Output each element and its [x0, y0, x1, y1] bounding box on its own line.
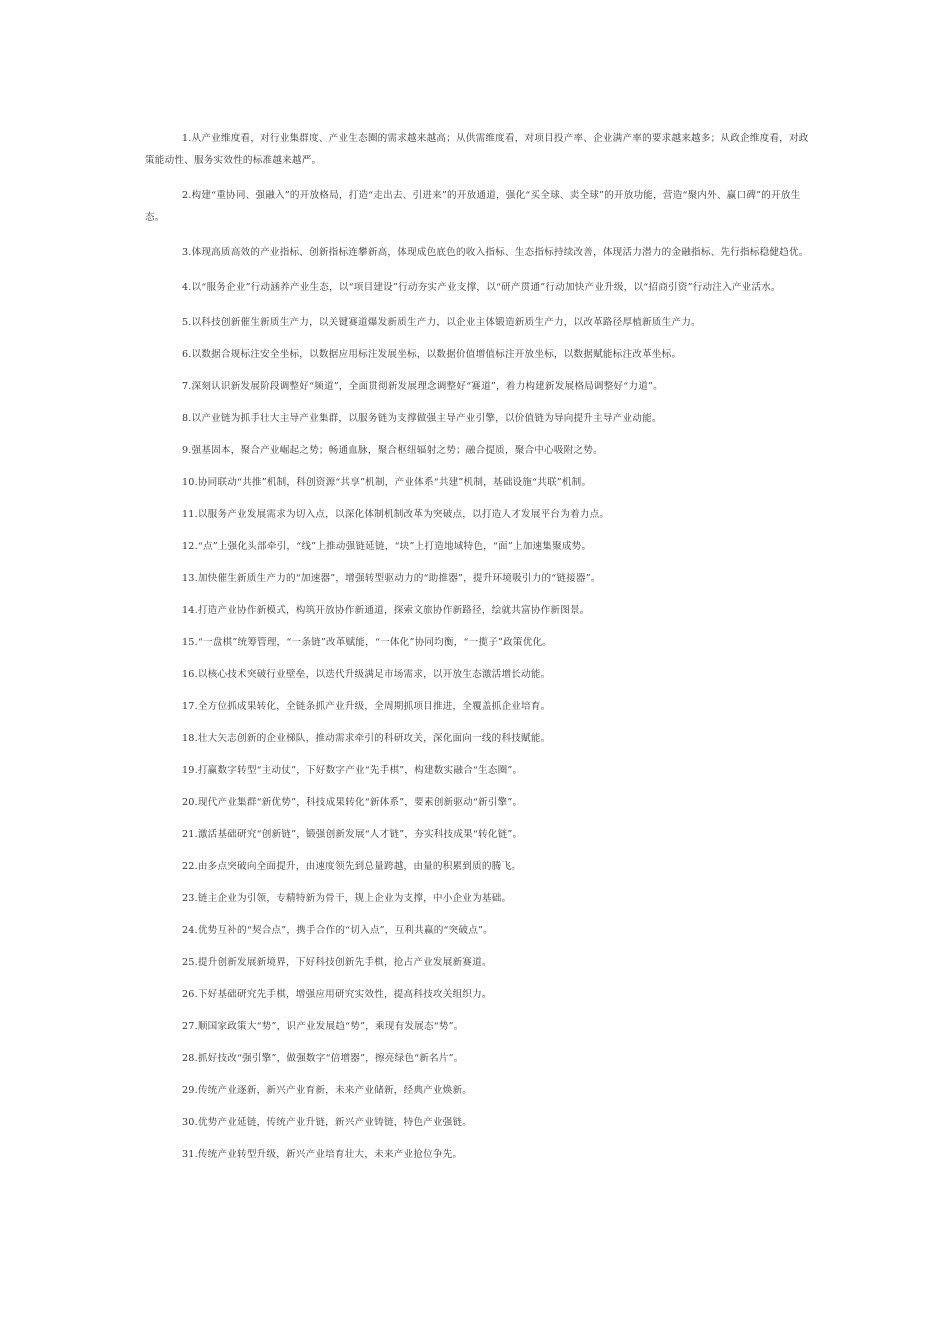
paragraph-9: 9.强基固本，聚合产业崛起之势；畅通血脉，聚合枢纽辐射之势；融合提质，聚合中心吸附之势。: [182, 445, 603, 456]
paragraph-15: 15.“一盘棋”统筹管理，“一条链”改革赋能，“一体化”协同均衡，“一揽子”政策优化。: [182, 637, 553, 648]
paragraph-13: 13.加快催生新质生产力的“加速器”，增强转型驱动力的“助推器”，提升环境吸引力的“链接器”。: [182, 573, 601, 584]
document-body: [145, 128, 810, 1176]
paragraph-28: 28.抓好技改“强引擎”，做强数字“倍增器”，擦亮绿色“新名片”。: [182, 1053, 464, 1064]
paragraph-25: 25.提升创新发展新境界，下好科技创新先手棋，抢占产业发展新赛道。: [182, 957, 492, 968]
paragraph-16: 16.以核心技术突破行业壁垒，以迭代升级满足市场需求，以开放生态激活增长动能。: [182, 669, 551, 680]
paragraph-24: 24.优势互补的“契合点”，携手合作的“切入点”，互利共赢的“突破点”。: [182, 925, 493, 936]
paragraph-8: 8.以产业链为抓手壮大主导产业集群，以服务链为支撑做强主导产业引擎，以价值链为导向提升主导产业动能。: [182, 413, 662, 424]
paragraph-26: 26.下好基础研究先手棋，增强应用研究实效性，提高科技攻关组织力。: [182, 989, 492, 1000]
paragraph-5: 5.以科技创新催生新质生产力，以关键赛道爆发新质生产力，以企业主体锻造新质生产力，以改革路径厚植新质生产力。: [182, 317, 701, 328]
paragraph-17: 17.全方位抓成果转化，全链条抓产业升级，全周期抓项目推进，全覆盖抓企业培育。: [182, 701, 551, 712]
paragraph-22: 22.由多点突破向全面提升，由速度领先到总量跨越，由量的积累到质的腾飞。: [182, 861, 522, 872]
paragraph-1: 1.从产业维度看，对行业集群度、产业生态圈的需求越来越高；从供需维度看，对项目投产率、企业满产率的要求越来越多；从政企维度看，对政策能动性、服务实效性的标准越来越严。: [145, 133, 809, 166]
paragraph-10: 10.协同联动“共推”机制，科创资源“共享”机制，产业体系“共建”机制，基础设施“共联”机制。: [182, 477, 592, 488]
paragraph-4: 4.以“服务企业”行动涵养产业生态，以“项目建设”行动夯实产业支撑，以“研产贯通”行动加快产业升级，以“招商引资”行动注入产业活水。: [182, 282, 781, 293]
paragraph-31: 31.传统产业转型升级，新兴产业培育壮大，未来产业抢位争先。: [182, 1149, 463, 1160]
paragraph-19: 19.打赢数字转型“主动仗”，下好数字产业“先手棋”，构建数实融合“生态圈”。: [182, 765, 523, 776]
paragraph-27: 27.顺国家政策大“势”，识产业发展趋“势”，乘现有发展态“势”。: [182, 1021, 464, 1032]
paragraph-18: 18.壮大矢志创新的企业梯队，推动需求牵引的科研攻关，深化面向一线的科技赋能。: [182, 733, 551, 744]
paragraph-20: 20.现代产业集群“新优势”，科技成果转化“新体系”，要素创新驱动“新引擎”。: [182, 797, 523, 808]
paragraph-7: 7.深刻认识新发展阶段调整好“频道”，全面贯彻新发展理念调整好“赛道”，着力构建新发展格局调整好“力道”。: [182, 381, 663, 392]
paragraph-2: 2.构建“重协同、强融入”的开放格局，打造“走出去、引进来”的开放通道，强化“买全球、卖全球”的开放功能，营造“聚内外、赢口碑”的开放生态。: [145, 190, 801, 223]
paragraph-21: 21.激活基础研究“创新链”，锻强创新发展“人才链”，夯实科技成果“转化链”。: [182, 829, 523, 840]
paragraph-14: 14.打造产业协作新模式，构筑开放协作新通道，探索文旅协作新路径，绘就共富协作新图景。: [182, 605, 590, 616]
paragraph-30: 30.优势产业延链，传统产业升链，新兴产业铸链，特色产业强链。: [182, 1117, 473, 1128]
paragraph-29: 29.传统产业逐新，新兴产业育新，未来产业储新，经典产业焕新。: [182, 1085, 473, 1096]
paragraph-12: 12.“点”上强化头部牵引，“线”上推动强链延链，“块”上打造地域特色，“面”上加速集聚成势。: [182, 541, 592, 552]
paragraph-23: 23.链主企业为引领，专精特新为骨干，规上企业为支撑，中小企业为基础。: [182, 893, 512, 904]
paragraph-6: 6.以数据合规标注安全坐标，以数据应用标注发展坐标，以数据价值增值标注开放坐标，以数据赋能标注改革坐标。: [182, 349, 682, 360]
paragraph-3: 3.体现高质高效的产业指标、创新指标连攀新高，体现成色底色的收入指标、生态指标持续改善，体现活力潜力的金融指标、先行指标稳健趋优。: [182, 247, 809, 258]
paragraph-11: 11.以服务产业发展需求为切入点，以深化体制机制改革为突破点，以打造人才发展平台为着力点。: [182, 509, 610, 520]
